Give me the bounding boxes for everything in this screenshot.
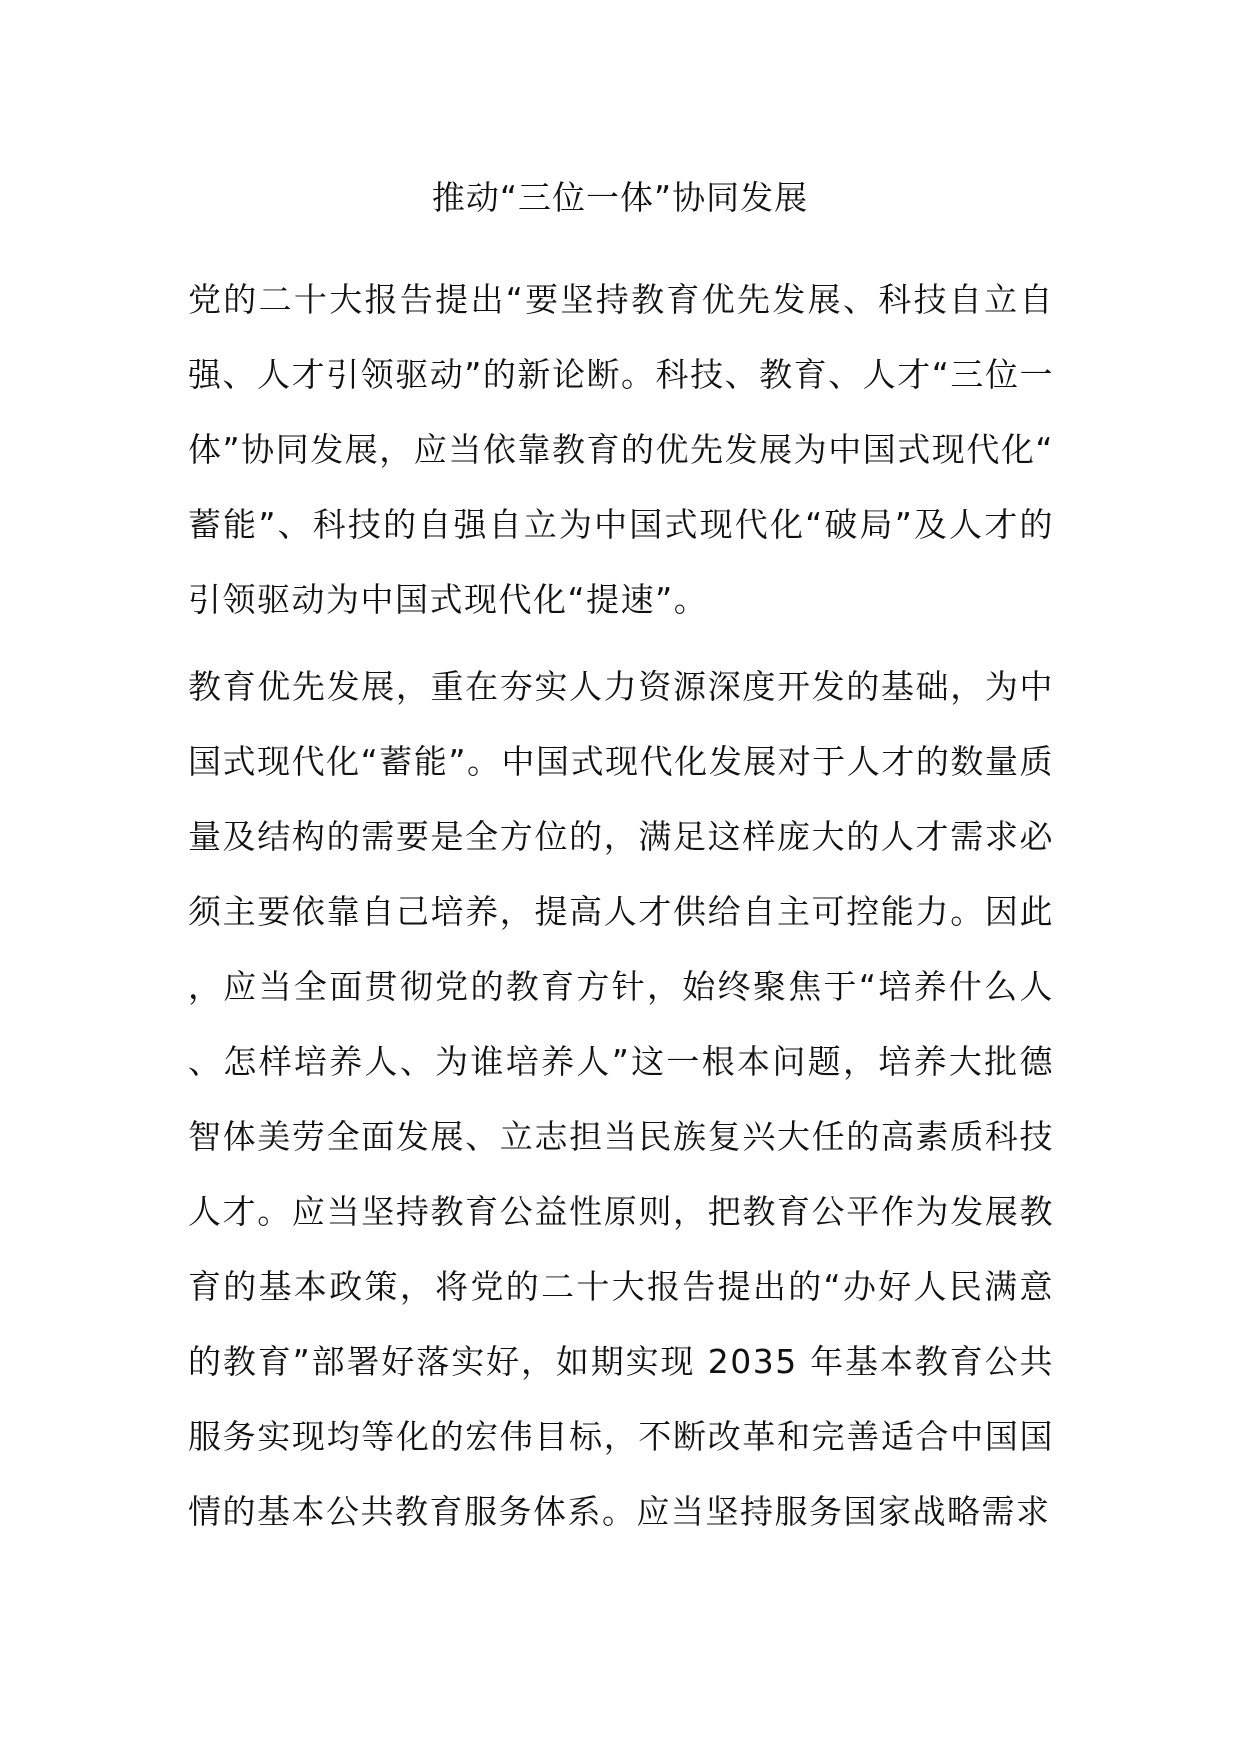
paragraph-1: 党的二十大报告提出“要坚持教育优先发展、科技自立自强、人才引领驱动”的新论断。科技、教育、人才“三位一体”协同发展，应当依靠教育的优先发展为中国式现代化“蓄能”、科技的自强自立为中国式现代化“破局”及人才的引领驱动为中国式现代化“提速”。 — [188, 280, 1054, 619]
document-body — [188, 262, 1054, 1561]
document-title: 推动“三位一体”协同发展 — [431, 178, 809, 217]
paragraph-2: 教育优先发展，重在夯实人力资源深度开发的基础，为中国式现代化“蓄能”。中国式现代化发展对于人才的数量质量及结构的需要是全方位的，满足这样庞大的人才需求必须主要依靠自己培养，提高人才供给自主可控能力。因此，应当全面贯彻党的教育方针，始终聚焦于“培养什么人、怎样培养人、为谁培养人”这一根本问题，培养大批德智体美劳全面发展、立志担当民族复兴大任的高素质科技人才。应当坚持教育公益性原则，把教育公平作为发展教育的基本政策，将党的二十大报告提出的“办好人民满意的教育”部署好落实好，如期实现 2035 年基本教育公共服务实现均等化的宏伟目标，不断改革和完善适合中国国情的基本公共教育服务体系。应当坚持服务国家战略需求 — [188, 667, 1054, 1531]
